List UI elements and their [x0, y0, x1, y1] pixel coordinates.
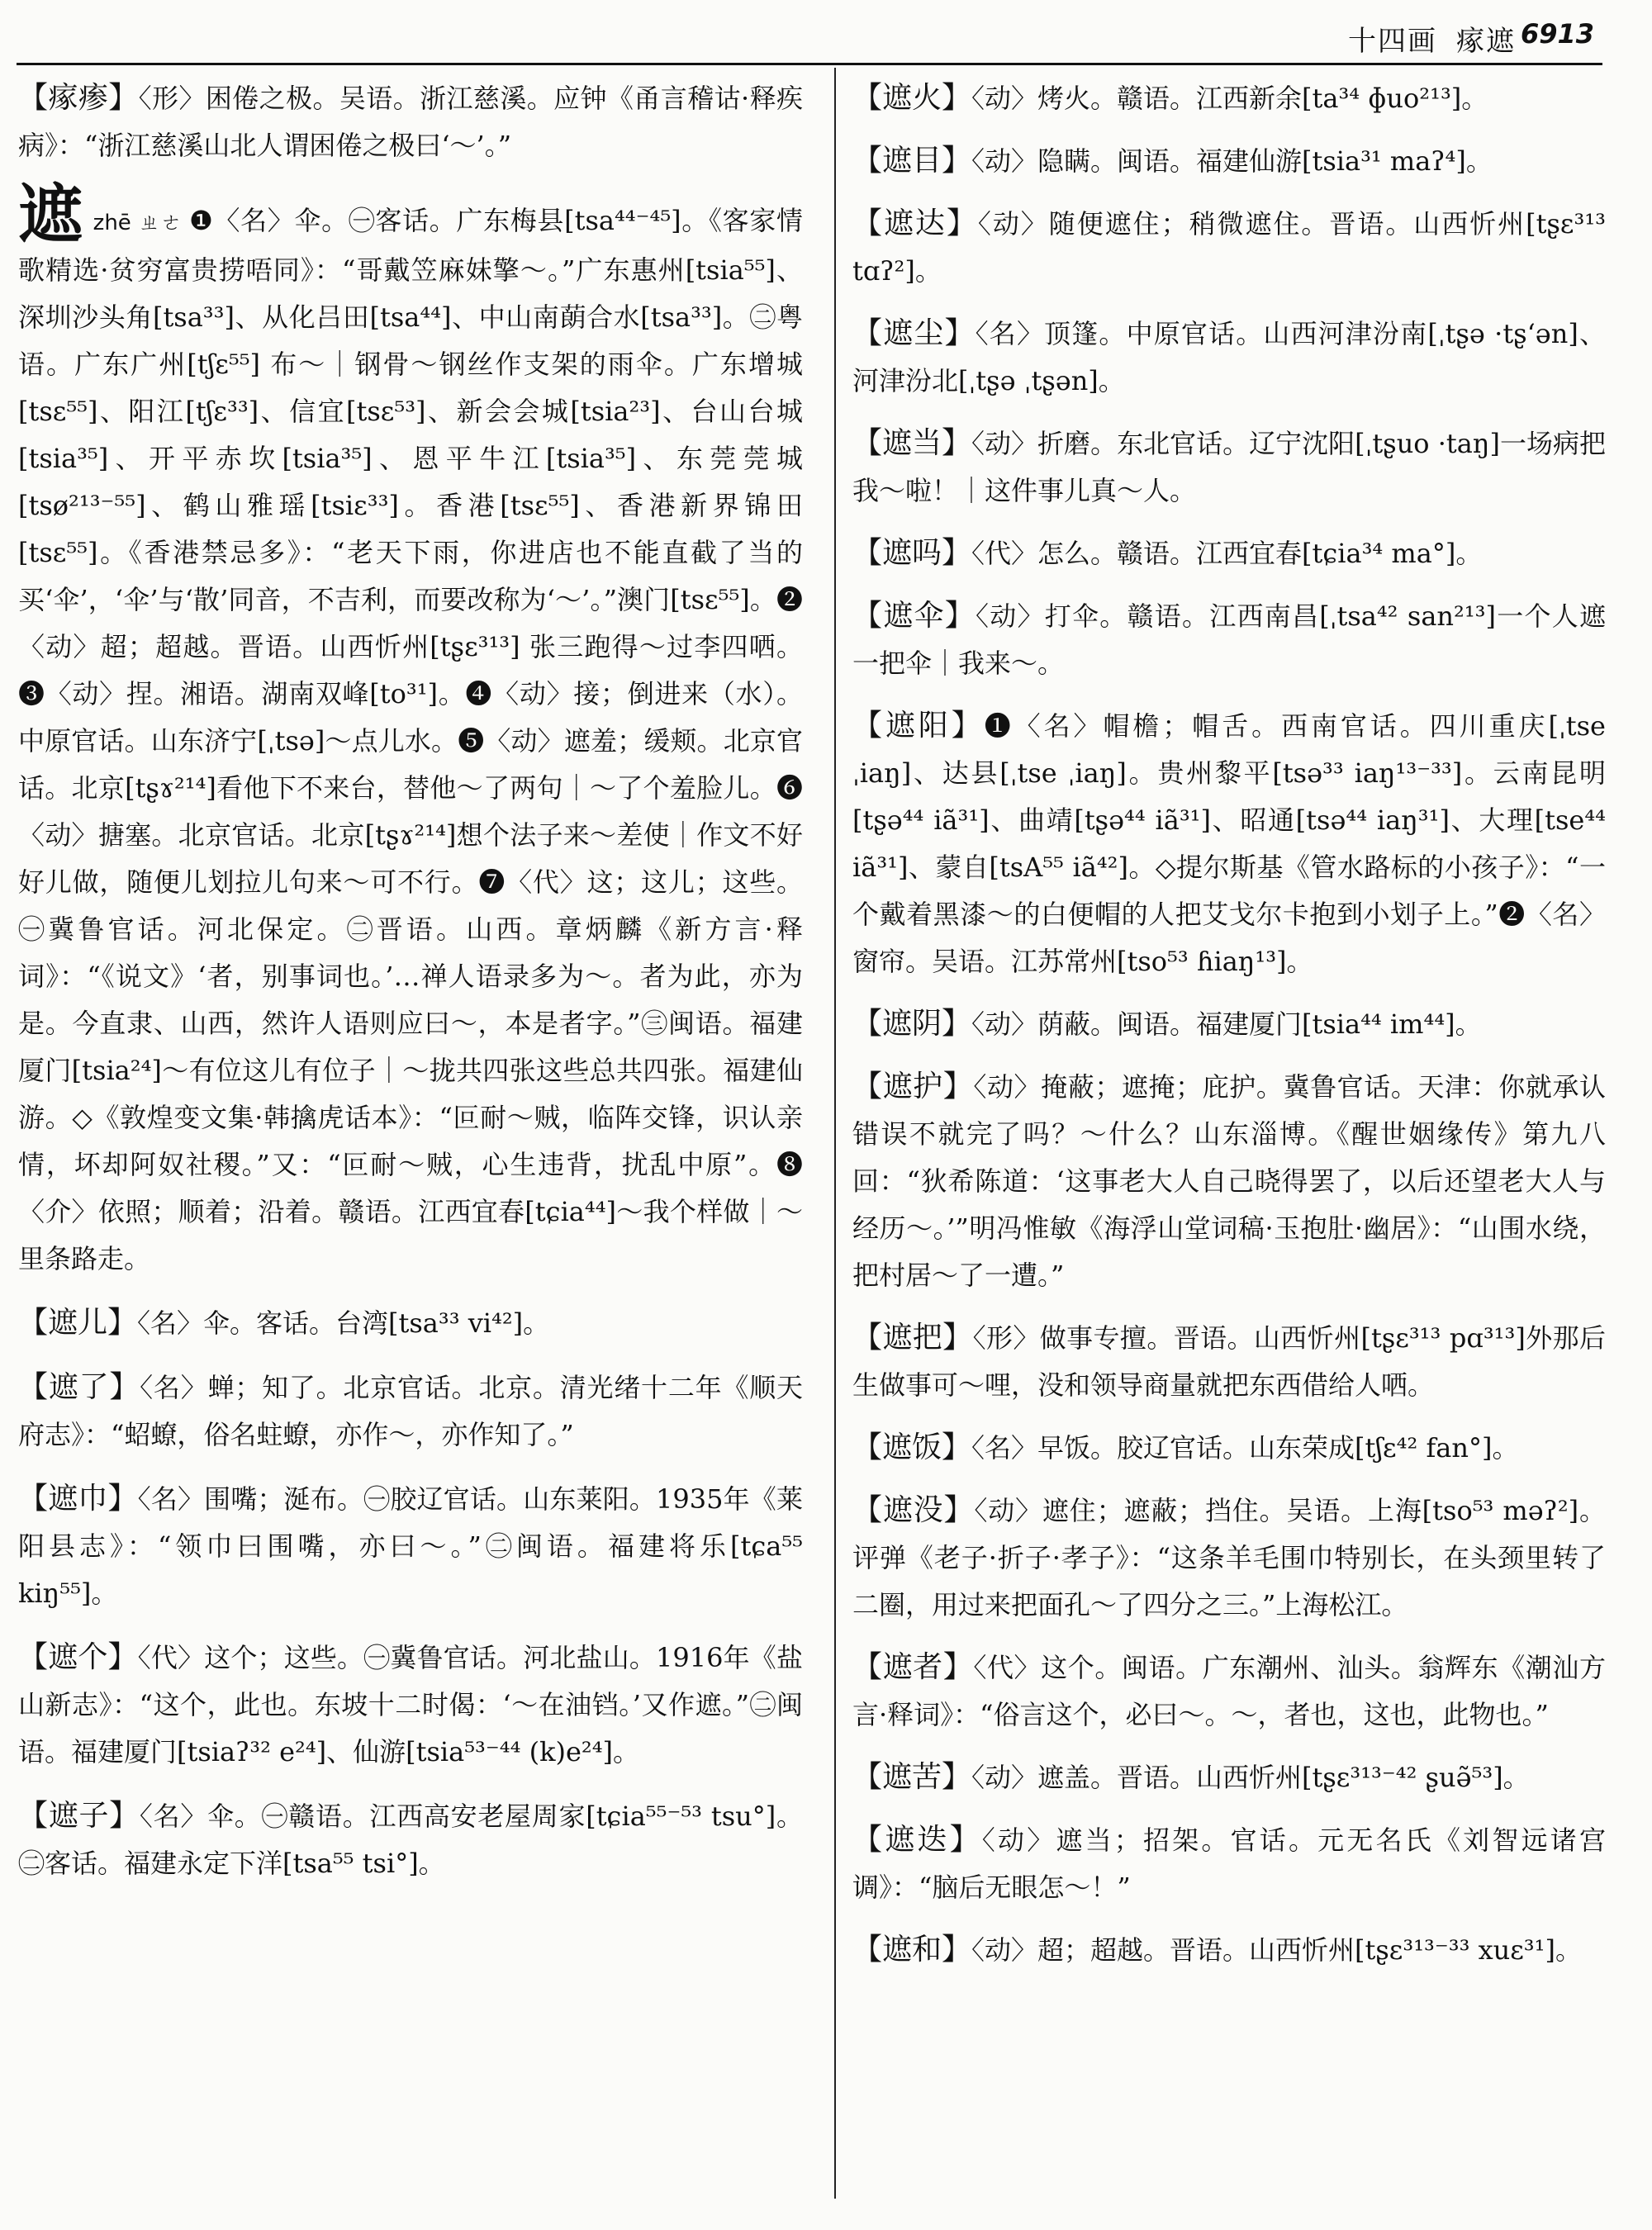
- entry-body: 〈动〉折磨。东北官话。辽宁沈阳[ˌtʂuo ·taŋ]一场病把我～啦！｜这件事儿真～人。: [852, 428, 1606, 506]
- entry-body: ❶〈名〉伞。㊀客话。广东梅县[tsa⁴⁴⁻⁴⁵]。《客家情歌精选·贫穷富贵捞唔同》：“哥戴笠麻妹擎～。”广东惠州[tsia⁵⁵]、深圳沙头角[tsa³³]、从化吕田[tsa⁴⁴]、中山南蓢合水[tsa³³]。㊁粤语。广东广州[tʃɛ⁵⁵] 布～｜钢骨～钢丝作支架的雨伞。广东增城[tsɛ⁵⁵]、阳江[tʃɛ³³]、信宜[tsɛ⁵³]、新会会城[tsia²³]、台山台城[tsia³⁵]、开平赤坎[tsia³⁵]、恩平牛江[tsia³⁵]、东莞莞城[tsø²¹³⁻⁵⁵]、鹤山雅瑶[tsiɛ³³]。香港[tsɛ⁵⁵]、香港新界锦田[tsɛ⁵⁵]。《香港禁忌多》：“老天下雨，你进店也不能直截了当的买‘伞’，‘伞’与‘散’同音，不吉利，而要改称为‘～’。”澳门[tsɛ⁵⁵]。❷〈动〉超；超越。晋语。山西忻州[tʂɛ³¹³] 张三跑得～过李四哂。❸〈动〉捏。湘语。湖南双峰[to³¹]。❹〈动〉接；倒进来（水）。中原官话。山东济宁[ˌtsə]～点儿水。❺〈动〉遮羞；缓颊。北京官话。北京[tʂɤ²¹⁴]看他下不来台，替他～了两句｜～了个羞脸儿。❻〈动〉搪塞。北京官话。北京[tʂɤ²¹⁴]想个法子来～差使｜作文不好好儿做，随便儿划拉儿句来～可不行。❼〈代〉这；这儿；这些。㊀冀鲁官话。河北保定。㊁晋语。山西。章炳麟《新方言·释词》：“《说文》‘者，别事词也。’…禅人语录多为～。者为此，亦为是。今直隶、山西，然许人语则应曰～，本是者字。”㊂闽语。福建厦门[tsia²⁴]～有位这儿有位子｜～拢共四张这些总共四张。福建仙游。◇《敦煌变文集·韩擒虎话本》：“叵耐～贼，临阵交锋，识认亲情，坏却阿奴社稷。”又：“叵耐～贼，心生违背，扰乱中原”。❽〈介〉依照；顺着；沿着。赣语。江西宜春[tɕia⁴⁴]～我个样做｜～里条路走。: [18, 205, 803, 1274]
- main-headword: 遮: [18, 177, 83, 252]
- left-column: [18, 74, 803, 1904]
- entry-headword: 【瘃瘆】: [18, 81, 139, 115]
- entry-body: 〈动〉掩蔽；遮掩；庇护。冀鲁官话。天津：你就承认错误不就完了吗？～什么？山东淄博。《醒世姻缘传》第九八回：“狄希陈道：‘这事老大人自己晓得罢了，以后还望老大人与经历～。’”明冯惟敏《海浮山堂词稿·玉抱肚·幽居》：“山围水绕，把村居～了一遭。”: [852, 1071, 1606, 1291]
- dictionary-entry: [852, 1816, 1606, 1911]
- entry-headword: 【遮阴】: [852, 1007, 972, 1041]
- entry-headword: 【遮者】: [852, 1650, 974, 1684]
- entry-headword: 【遮尘】: [852, 316, 976, 350]
- dictionary-entry: [852, 1314, 1606, 1409]
- dictionary-entry: [852, 1644, 1606, 1739]
- dictionary-entry: [852, 1487, 1606, 1629]
- entry-body: 〈动〉遮盖。晋语。山西忻州[tʂɛ³¹³⁻⁴² ʂuə̃⁵³]。: [971, 1762, 1530, 1793]
- entry-body: 〈动〉打伞。赣语。江西南昌[ˌtsa⁴² san²¹³]一个人遮一把伞｜我来～。: [852, 600, 1606, 679]
- entry-headword: 【遮当】: [852, 426, 972, 460]
- dictionary-entry: [18, 1299, 803, 1347]
- entry-body: 〈名〉伞。客话。台湾[tsa³³ vi⁴²]。: [137, 1307, 550, 1339]
- dictionary-entry: [18, 1364, 803, 1459]
- entry-body: 〈动〉烤火。赣语。江西新余[ta³⁴ ɸuo²¹³]。: [971, 83, 1488, 114]
- entry-headword: 【遮儿】: [18, 1306, 138, 1340]
- entry-body: 〈名〉伞。㊀赣语。江西高安老屋周家[tɕia⁵⁵⁻⁵³ tsu°]。㊁客话。福建永定下洋[tsa⁵⁵ tsi°]。: [18, 1801, 803, 1879]
- entry-body: 〈名〉围嘴；涎布。㊀胶辽官话。山东莱阳。1935年《莱阳县志》：“领巾曰围嘴，亦曰～。”㊁闽语。福建将乐[tɕa⁵⁵ kiŋ⁵⁵]。: [18, 1483, 803, 1609]
- entry-headword: 【遮达】: [852, 206, 978, 240]
- entry-headword: 【遮把】: [852, 1321, 973, 1355]
- dictionary-entry: [852, 137, 1606, 185]
- dictionary-entry: [852, 420, 1606, 515]
- entry-body: 〈名〉早饭。胶辽官话。山东荣成[tʃɛ⁴² fan°]。: [971, 1432, 1519, 1464]
- header-rule: [17, 63, 1602, 65]
- right-column: [852, 74, 1606, 1989]
- entry-headword: 【遮饭】: [852, 1431, 972, 1464]
- dictionary-entry: [852, 1000, 1606, 1048]
- page-header: [0, 18, 1602, 59]
- dictionary-entry: [18, 1792, 803, 1887]
- dictionary-entry: [18, 1475, 803, 1617]
- entry-body: 〈名〉顶篷。中原官话。山西河津汾南[ˌtʂə ·tʂ‘ən]、河津汾北[ˌtʂə ˌtʂən]。: [852, 318, 1606, 396]
- dictionary-entry: [852, 1063, 1606, 1299]
- entry-headword: 【遮没】: [852, 1493, 975, 1527]
- entry-headword: 【遮巾】: [18, 1482, 138, 1516]
- entry-headword: 【遮子】: [18, 1799, 140, 1833]
- entry-headword: 【遮目】: [852, 144, 972, 178]
- entry-body: 〈代〉怎么。赣语。江西宜春[tɕia³⁴ ma°]。: [971, 538, 1483, 569]
- header-chars: 瘃遮: [1456, 25, 1516, 58]
- dictionary-entry: [852, 702, 1606, 985]
- dictionary-entry: [852, 1424, 1606, 1472]
- dictionary-entry: [852, 200, 1606, 295]
- dictionary-entry: [852, 529, 1606, 577]
- entry-body: 〈代〉这个；这些。㊀冀鲁官话。河北盐山。1916年《盐山新志》：“这个，此也。东坡十二时偈：‘～在油铛。’又作遮。”㊁闽语。福建厦门[tsiaʔ³² e²⁴]、仙游[tsia⁵³⁻⁴⁴ (k)e²⁴]。: [18, 1642, 803, 1767]
- pinyin: zhē ㄓㄜ: [93, 211, 183, 235]
- dictionary-entry: [852, 1753, 1606, 1801]
- entry-headword: 【遮个】: [18, 1640, 138, 1674]
- entry-body: 〈动〉超；超越。晋语。山西忻州[tʂɛ³¹³⁻³³ xuɛ³¹]。: [971, 1934, 1582, 1966]
- entry-body: 〈动〉遮住；遮蔽；挡住。吴语。上海[tso⁵³ məʔ²]。评弹《老子·折子·孝子》：“这条羊毛围巾特别长，在头颈里转了二圈，用过来把面孔～了四分之三。”上海松江。: [852, 1495, 1606, 1620]
- entry-body: 〈动〉荫蔽。闽语。福建厦门[tsia⁴⁴ im⁴⁴]。: [971, 1008, 1482, 1040]
- entry-body: 〈形〉做事专擅。晋语。山西忻州[tʂɛ³¹³ pɑ³¹³]外那后生做事可～哩，没和领导商量就把东西借给人哂。: [852, 1322, 1606, 1401]
- entry-headword: 【遮护】: [852, 1070, 974, 1103]
- dictionary-entry-main: [18, 177, 803, 1283]
- entry-body: 〈动〉随便遮住；稍微遮住。晋语。山西忻州[tʂɛ³¹³ tɑʔ²]。: [852, 208, 1606, 287]
- column-divider: [834, 68, 836, 2199]
- entry-headword: 【遮了】: [18, 1370, 140, 1404]
- entry-headword: 【遮迭】: [852, 1823, 982, 1857]
- dictionary-entry: [852, 310, 1606, 405]
- entry-headword: 【遮苦】: [852, 1760, 972, 1794]
- dictionary-entry: [852, 74, 1606, 122]
- entry-body: 〈动〉遮当；招架。官话。元无名氏《刘智远诸宫调》：“脑后无眼怎～！”: [852, 1824, 1606, 1903]
- entry-body: 〈动〉隐瞒。闽语。福建仙游[tsia³¹ maʔ⁴]。: [971, 145, 1493, 177]
- dictionary-entry: [18, 74, 803, 169]
- entry-body: ❶〈名〉帽檐；帽舌。西南官话。四川重庆[ˌtse ˌiaŋ]、达县[ˌtse ˌiaŋ]。贵州黎平[tsə³³ iaŋ¹³⁻³³]。云南昆明[tʂə⁴⁴ iã³¹]、曲靖[tʂə⁴⁴ iã³¹]、昭通[tsə⁴⁴ iaŋ³¹]、大理[tse⁴⁴ iã³¹]、蒙自[tsA⁵⁵ iã⁴²]。◇提尔斯基《管水路标的小孩子》：“一个戴着黑漆～的白便帽的人把艾戈尔卡抱到小划子上。”❷〈名〉窗帘。吴语。江苏常州[tso⁵³ ɦiaŋ¹³]。: [852, 710, 1606, 977]
- entry-headword: 【遮伞】: [852, 599, 976, 633]
- dictionary-entry: [852, 592, 1606, 687]
- entry-headword: 【遮吗】: [852, 536, 972, 570]
- entry-headword: 【遮阳】: [852, 709, 985, 743]
- header-stroke-label: 十四画: [1348, 25, 1437, 58]
- page-number: 6913: [1520, 18, 1594, 50]
- entry-headword: 【遮火】: [852, 81, 972, 115]
- entry-headword: 【遮和】: [852, 1933, 972, 1967]
- entry-body: 〈名〉蝉；知了。北京官话。北京。清光绪十二年《顺天府志》：“蛁蟟，俗名蛀蟟，亦作～，亦作知了。”: [18, 1372, 803, 1450]
- dictionary-entry: [852, 1926, 1606, 1974]
- dictionary-entry: [18, 1634, 803, 1776]
- entry-body: 〈形〉困倦之极。吴语。浙江慈溪。应钟《甬言稽诂·释疾病》：“浙江慈溪山北人谓困倦之极曰‘～’。”: [18, 83, 803, 161]
- entry-body: 〈代〉这个。闽语。广东潮州、汕头。翁辉东《潮汕方言·释词》：“俗言这个，必曰～。～，者也，这也，此物也。”: [852, 1652, 1606, 1730]
